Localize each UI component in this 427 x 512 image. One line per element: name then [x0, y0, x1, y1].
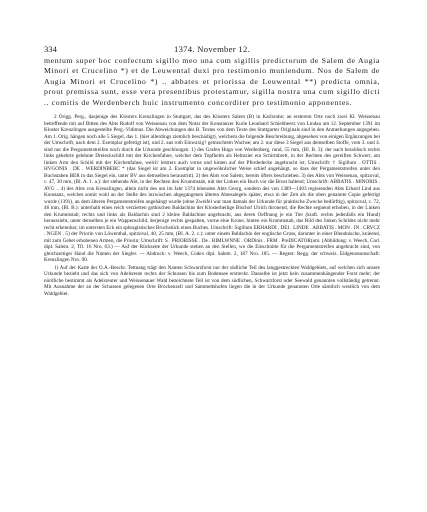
- footnote-1: 1) Auf der Karte der O.A.-Beschr. Tettnang trägt den Namen Schwarzforst nur der südliche Teil des langgestreckten Waldgebiets, auf welchen sich unsere Urkunde bezieht und das sich von Adelsreute rechts der Schussen bis zum Bodensee erstreckt. Dasselbe ist jetzt kein zusammenhängender Forst mehr; der nördliche bestimmt als Adelsreuter und Weissenauer Wald bezeichnete Teil ist von dem südlichen, Schwarzforst oder Seewald genannten vollständig getrennt. Mit Ausnahme der an der Schussen gelegenen Orte Brochenzell und Sammeltshofen liegen die in der Urkunde genannten Orte sämtlich westlich von dem Waldgebiet.: [44, 264, 380, 297]
- document-page: [44, 0, 380, 512]
- page-header: [44, 43, 380, 55]
- footnote-source-description: 2 Origg. Perg., dasjenige des Klosters Kreuzlingen in Stuttgart, das des Klosters Salem (B) in Karlsruhe; an ersterem Orte noch zwei Kl. Weissenau betreffende mit auf Bitten des Abts Rudolf von Weissenau von dem Notar der Konstanzer Kurie Leonhard Schiebheerz von Lindau am 12. September 1391 im Kloster Kreuzlingen ausgestellte Perg.-Vidimus. Die Abweichungen des B. Textes von dem Texte des Stuttgarter Originals sind in den Anmerkungen angegeben. Am 1. Orig. hängen noch alle 5 Siegel, das 1. (hier allerdings ziemlich beschädigt), welchem die folgende Beschreibung, abgesehen von einigen Ergänzungen bei der Umschrift, nach dem 2. Exemplar gefertigt ist), und 2. aus roth Einwaxig? gemischtem Wachse; am 2. nur diese 3 Siegel aus demselben Stoffe, vom 3. und 4. sind nur die Pergamentstreifen noch durch die Urkunde geschlungen. 1) des Grafen Hugo von Werdenberg, rund, 55 mm, (Bl. B. 3): der nach heraldisch rechts links gekehrte gelehnte Dreieckschild mit der Kirchenfahne, welcher dem Topfhelm als Helmzier ein Schirmbrett, in der Rechten des gereiften Schwert, am linken Arm den Schild mit der Kirchenfahne, welch' letzters auch vorne und hinten auf der Pferdedecke angebracht ist; Umschrift: † Sigillum . OTTIS . HVGONIS . DE . WERDINBERC * (das Siegel ist am 2. Exemplar in ungewöhnlicher Weise schief angehängt, so dass der Pergamentstreifen unter den Buchstaben BER in das Siegel ein, unter BV aus demselben heraustritt). 2) des Abts von Salem, bereits öfters beschrieben. 3) des Abts von Weissenau, spitzoval, c. 47, 30 mm, (Bl. A. 1. a.): der stehende Abt, in der Rechten den Krummstab, mit der Linken ein Buch vor die Brust haltend; Umschrift: ABBATIS . MINORIS . AVG .. 4) des Abts von Kreuzlingen, allein nicht des um im Jahr 1374 lebenden Abts Georg, sondern des von 1389—1403 regierenden Abts Erhard Lind aus Konstanz, welches somit wohl an der Stelle des inzwischen abgegangenen älteren Abtessiegels später, etwa in der Zeit als die oben genannte Copie gefertigt wurde (1391), an dem älteren Pergamentstreifen angehängt wurde (ohne Zweifel war man damals der Urkunde für praktische Zwecke bedürftig), spitzoval, c. 72, 46 mm, (Bl. B.): unterhalb eines reich verzierten gothischen Baldachins der Klosterheilige Bischof Ulrich thronend, die Rechte segnend erhoben, in der Linken den Krummstab; rechts und links als Baldachin sind 2 kleine Baldachine angebracht, aus deren Oeffnung je ein Tier (kraft. rechts jedenfalls ein Hund) heraussieht, unter denselben je ein Wappenschild, derjenige rechts gespalten, vorne eine Krone, hinten ein Krummstab, das Bild des linken Schildes nicht mehr recht erkennbar; im untersten Eck ein sphragistisches Bruchstück eines Buches. Umschrift: Sigillum ERHARDI . DEI . LINDE . ABBATIS . MON . IN . CRVCZ . NGEN . 5) der Priorin von Löwenthal, spitzoval, 40, 25 mm, (Bl. A. 2. c.): unter einem Baldachin der englische Gruss, darunter in einer Blendnische, knieend, mit zum Gebet erhobenen Armen, die Priorin; Umschrift: S . PRIORISSE . De . BIMLWNNE . ORDinis . FRM . PreDICATOR(um. (Abbildung: v. Weech, Cod. dipl. Salem. 2, Tfl. 16 Nro. 63.) — Auf der Rückseite der Urkunde stehen an den Stellen, wo die Einschnitte für die Pergamentstreifen angebracht sind, von gleichzeitiger Hand die Namen der Siegler. — Abdruck: v. Weech, Codex dipl. Salem. 2, 187 Nro. 185. — Regest: Regg. der schweiz. Eidgenossenschaft: Kreuzlingen Nro. 90.: [44, 114, 380, 263]
- page-number: 334: [44, 44, 57, 54]
- running-head: 1374. November 12.: [173, 44, 251, 54]
- main-text-block: [44, 56, 380, 108]
- footnotes-section: [44, 114, 380, 297]
- main-text-paragraph: mentum super hoc confectum sigillo meo una cum sigillis predictorum de Salem de Augia Minori et Crucelino *) et de Leuwental duxi pro testimonio muniendum. Nos de Salem de Augia Minori et Crucelino *) .. abbates et priorissa de Leuwental **) predicta omnia, prout premissa sunt, esse vera presentibus protestamur, sigilla nostra una cum sigillo dicti .. comitis de Werdenberch huic instrumento concorditer pro testimonio apponentes.: [44, 56, 380, 107]
